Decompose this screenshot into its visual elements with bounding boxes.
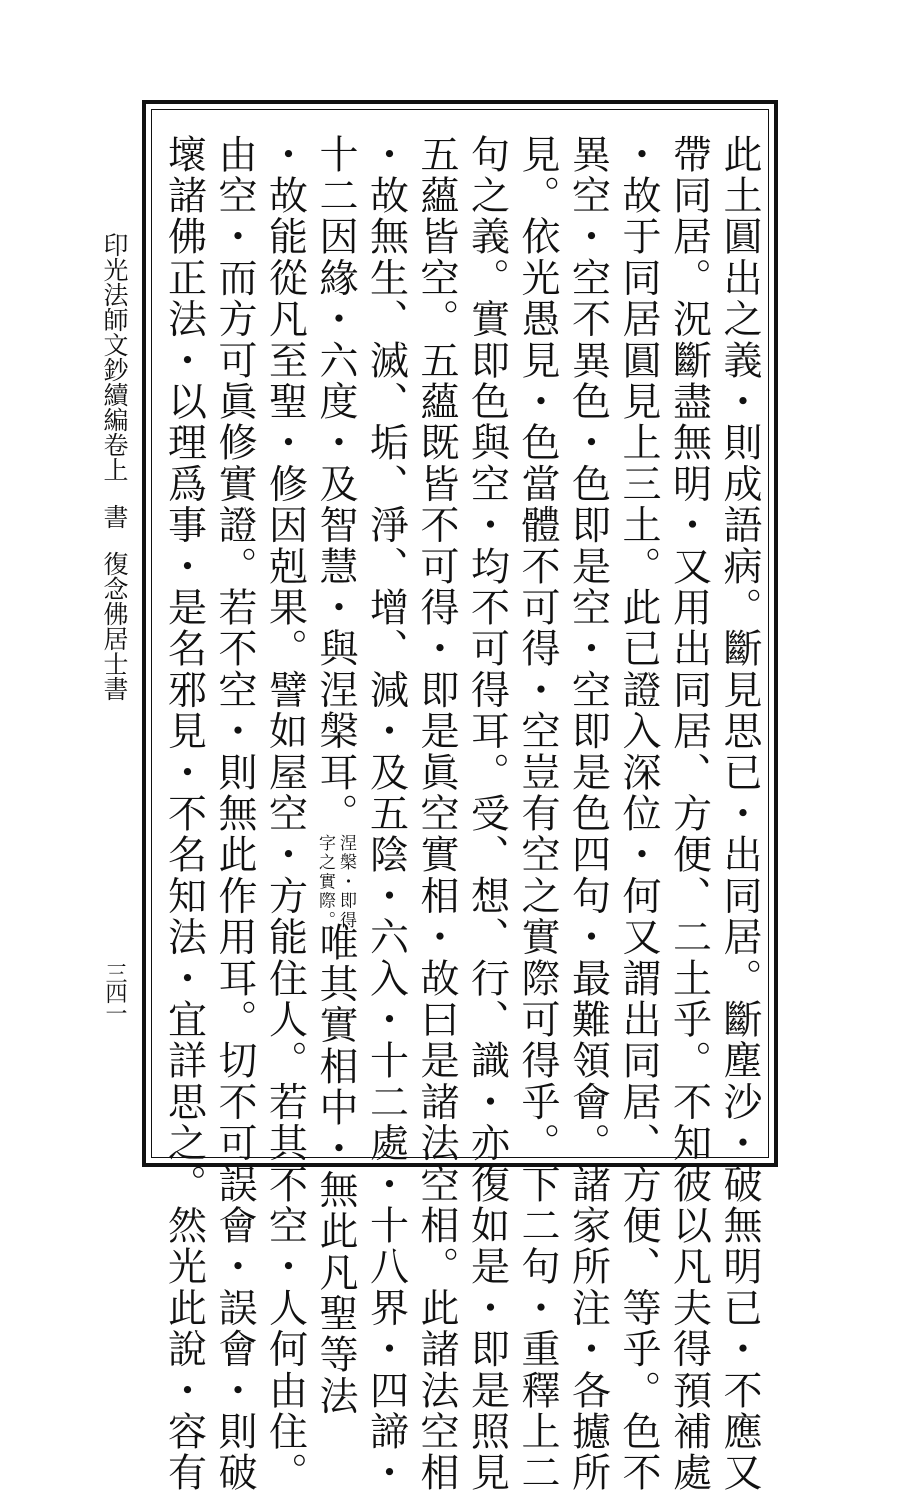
text-column-5: 見。依光愚見・色當體不可得・空豈有空之實際可得乎。下二句・重釋上二 <box>515 134 560 1494</box>
text-column-7: 五蘊皆空。五蘊既皆不可得・即是眞空實相・故曰是諸法空相。此諸法空相 <box>414 134 459 1494</box>
text-column-11: 由空・而方可眞修實證。若不空・則無此作用耳。切不可誤會・誤會・則破 <box>212 134 257 1494</box>
book-title: 印光法師文鈔續編卷上 <box>100 232 129 482</box>
text-column-3: ・故于同居圓見上三土。此已證入深位・何又謂出同居、方便、等乎。色不 <box>616 134 661 1494</box>
page-number: 三四一 <box>102 962 127 1022</box>
text-column-9 <box>310 134 361 1417</box>
letter-title: 復念佛居士書 <box>100 551 129 701</box>
text-column-10: ・故能從凡至聖・修因剋果。譬如屋空・方能住人。若其不空・人何由住。 <box>262 134 308 1494</box>
column-9-after: 唯其實相中・無此凡聖等法 <box>313 922 358 1417</box>
text-column-12: 壞諸佛正法・以理爲事・是名邪見・不名知法・宜詳思之。然光此說・容有 <box>161 134 207 1494</box>
interlinear-note <box>312 834 356 931</box>
text-column-2: 帶同居。況斷盡無明・又用出同居、方便、二土乎。不知彼以凡夫得預補處 <box>666 134 712 1494</box>
section-label: 書 <box>100 504 129 529</box>
note-left: 字之實際。 <box>315 834 335 931</box>
text-column-1: 此土圓出之義・則成語病。斷見思已・出同居。斷塵沙・破無明已・不應又 <box>717 134 762 1494</box>
text-column-6: 句之義。實即色與空・均不可得耳。受、想、行、識・亦復如是・即是照見 <box>464 134 510 1494</box>
text-column-4: 異空・空不異色・色即是空・空即是色四句・最難領會。諸家所注・各攄所 <box>565 134 611 1494</box>
column-9-before: 十二因緣・六度・及智慧・與涅槃耳。 <box>313 134 358 835</box>
note-right: 涅槃・即得 <box>336 834 356 931</box>
text-column-8: ・故無生、滅、垢、淨、增、減・及五陰・六入・十二處・十八界・四諦・ <box>363 134 409 1494</box>
